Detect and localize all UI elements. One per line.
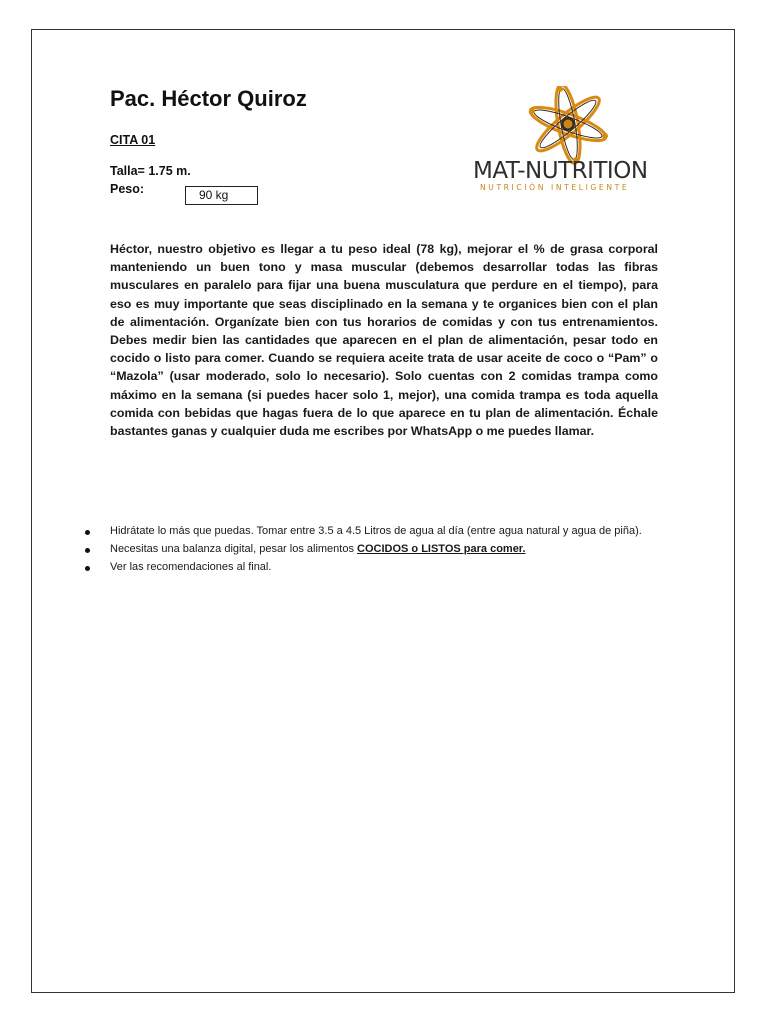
list-item	[80, 542, 642, 560]
list-item	[80, 560, 642, 578]
logo-tagline: NUTRICIÓN INTELIGENTE	[480, 183, 630, 192]
appointment-label: CITA 01	[110, 133, 156, 147]
list-item-text: Ver las recomendaciones al final.	[110, 561, 272, 573]
instructions-paragraph: Héctor, nuestro objetivo es llegar a tu peso ideal (78 kg), mejorar el % de grasa corporal manteniendo un buen tono y masa muscular (debemos desarrollar todas las fibras musculares en paralelo para fijar una buena musculatura que perdure en el tiempo), para eso es muy importante que seas disciplinado en la semana y te organices bien con el plan de alimentación. Organízate bien con tus horarios de comidas y con tus entrenamientos. Debes medir bien las cantidades que aparecen en el plan de alimentación, pesar todo en cocido o listo para comer. Cuando se requiera aceite trata de usar aceite de coco o “Pam” o “Mazola” (usar moderado, solo lo necesario). Solo cuentas con 2 comidas trampa como máximo en la semana (si puedes hacer solo 1, mejor), una comida trampa es toda aquella comida con bebidas que hagas fuera de lo que aparece en tu plan de alimentación. Échale bastantes ganas y cualquier duda me escribes por WhatsApp o me puedes llamar.	[110, 242, 658, 439]
bullet-icon	[85, 566, 90, 571]
bullet-icon	[85, 530, 90, 535]
weight-value-box: 90 kg	[185, 186, 258, 205]
list-item-text: Hidrátate lo más que puedas. Tomar entre 3.5 a 4.5 Litros de agua al día (entre agua natural y agua de piña).	[110, 525, 642, 537]
height-label: Talla= 1.75 m.	[110, 164, 191, 178]
list-item-emphasis: COCIDOS o LISTOS para comer.	[357, 543, 526, 555]
bullet-icon	[85, 548, 90, 553]
list-item	[80, 524, 642, 542]
weight-label: Peso:	[110, 182, 145, 196]
recommendations-list	[80, 524, 642, 578]
patient-title: Pac. Héctor Quiroz	[110, 86, 307, 111]
list-item-text: Necesitas una balanza digital, pesar los alimentos	[110, 543, 358, 555]
logo-wordmark: MAT-NUTRITION	[473, 158, 648, 184]
